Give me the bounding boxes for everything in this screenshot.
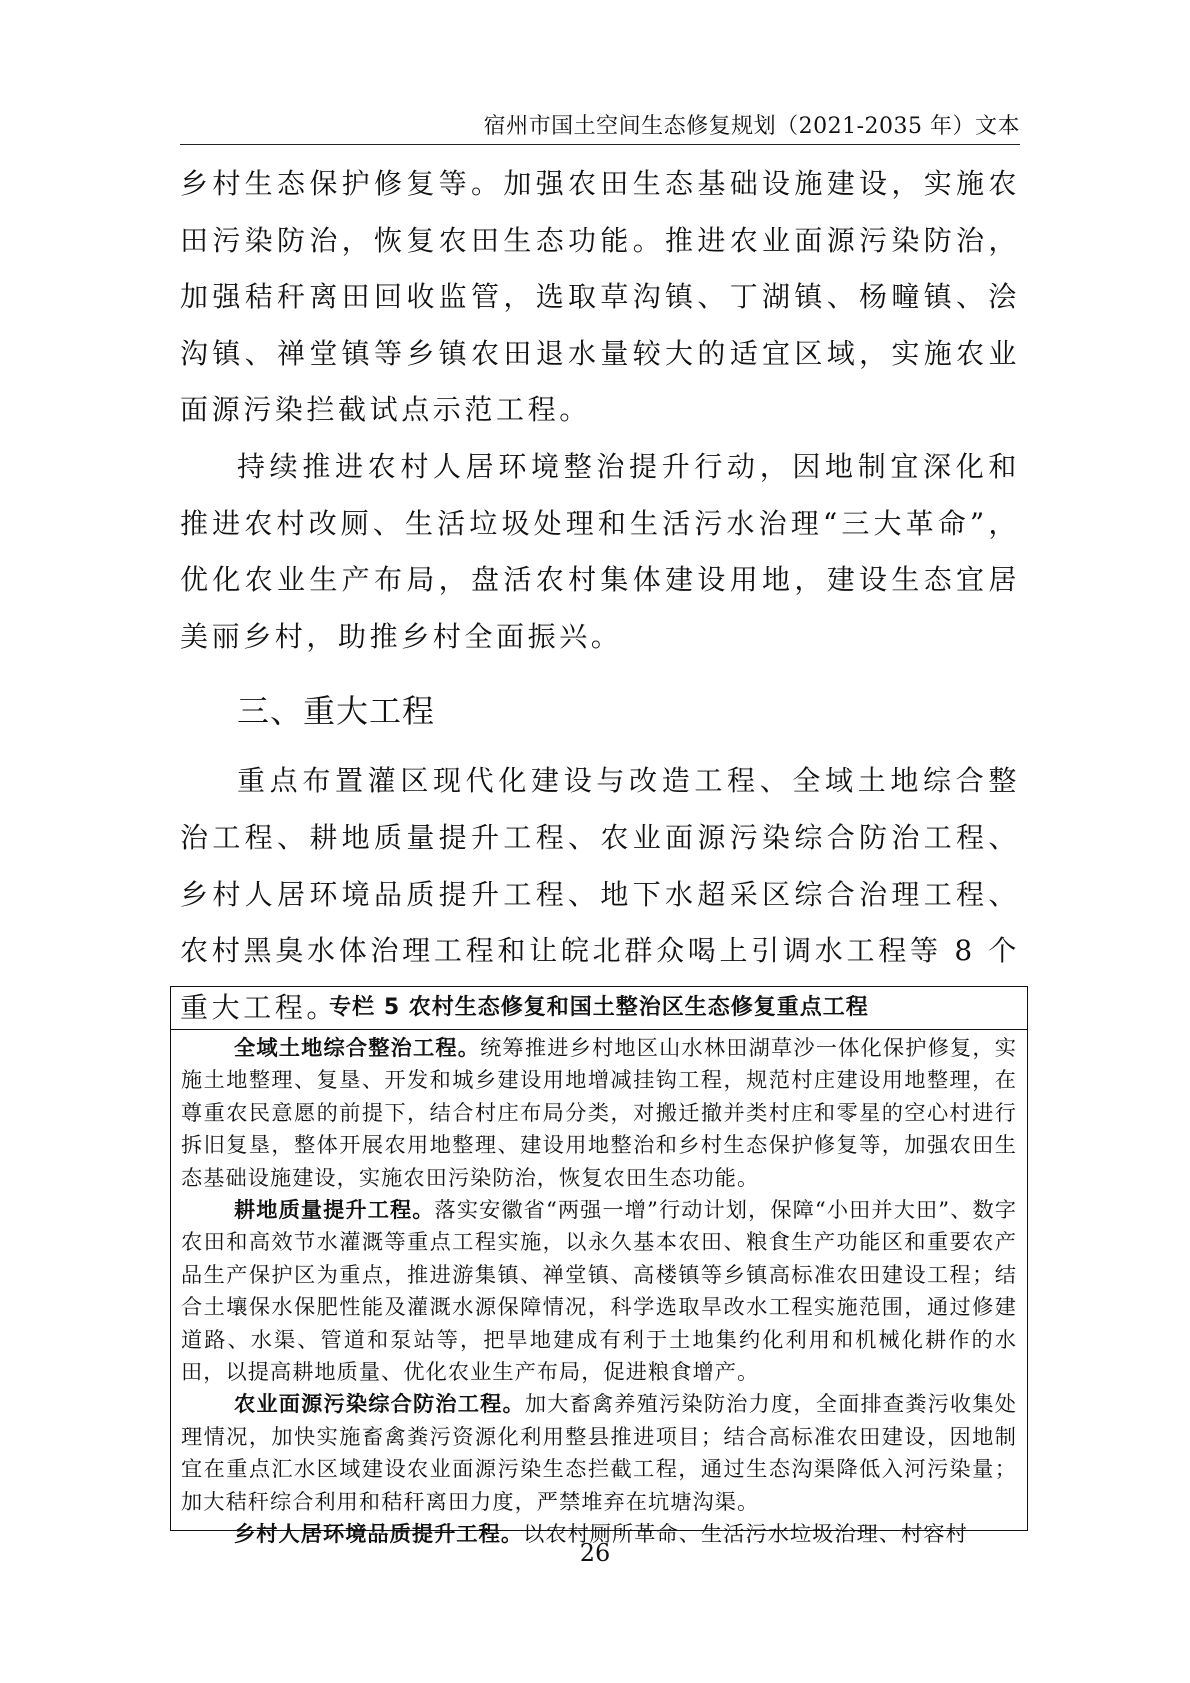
section-title: 三、重大工程 bbox=[237, 692, 436, 731]
header-rule bbox=[180, 144, 1020, 145]
box-item-text: 加大畜禽养殖污染防治力度，全面排查粪污收集处理情况，加快实施畜禽粪污资源化利用整县推进项目；结合高标准农田建设，因地制宜在重点汇水区域建设农业面源污染生态拦截工程，通过生态沟渠降低入河污染量；加大秸秆综合利用和秸秆离田力度，严禁堆弃在坑塘沟渠。 bbox=[181, 1391, 1017, 1514]
running-header: 宿州市国土空间生态修复规划（2021-2035 年）文本 bbox=[483, 114, 1020, 139]
feature-box bbox=[170, 986, 1028, 1547]
box-item bbox=[181, 1388, 1017, 1518]
box-item-title: 耕地质量提升工程。 bbox=[234, 1197, 435, 1223]
paragraph-rural-environment: 持续推进农村人居环境整治提升行动，因地制宜深化和推进农村改厕、生活垃圾处理和生活污水治理“三大革命”，优化农业生产布局，盘活农村集体建设用地，建设生态宜居美丽乡村，助推乡村全面振兴。 bbox=[180, 449, 1020, 653]
paragraph-continued: 乡村生态保护修复等。加强农田生态基础设施建设，实施农田污染防治，恢复农田生态功能。推进农业面源污染防治，加强秸秆离田回收监管，选取草沟镇、丁湖镇、杨疃镇、浍沟镇、禅堂镇等乡镇农田退水量较大的适宜区域，实施农业面源污染拦截试点示范工程。 bbox=[180, 167, 1020, 427]
box-item bbox=[181, 1194, 1017, 1388]
paragraph-major-projects: 重点布置灌区现代化建设与改造工程、全域土地综合整治工程、耕地质量提升工程、农业面源污染综合防治工程、乡村人居环境品质提升工程、地下水超采区综合治理工程、农村黑臭水体治理工程和让皖北群众喝上引调水工程等 8 个重大工程。 bbox=[180, 764, 1020, 1024]
body-text bbox=[180, 156, 1020, 1036]
page-number: 26 bbox=[579, 1539, 611, 1567]
feature-box-content bbox=[171, 1030, 1027, 1551]
feature-box-title: 专栏 5 农村生态修复和国土整治区生态修复重点工程 bbox=[171, 987, 1027, 1030]
box-item-text: 统筹推进乡村地区山水林田湖草沙一体化保护修复，实施土地整理、复垦、开发和城乡建设用地增减挂钩工程，规范村庄建设用地整理，在尊重农民意愿的前提下，结合村庄布局分类，对搬迁撤并类村庄和零星的空心村进行拆旧复垦，整体开展农用地整理、建设用地整治和乡村生态保护修复等，加强农田生态基础设施建设，实施农田污染防治，恢复农田生态功能。 bbox=[181, 1035, 1017, 1190]
box-item-title: 农业面源污染综合防治工程。 bbox=[234, 1391, 525, 1417]
box-item-title: 乡村人居环境品质提升工程。 bbox=[234, 1521, 524, 1547]
box-item-title: 全域土地综合整治工程。 bbox=[234, 1035, 481, 1060]
box-item-text: 落实安徽省“两强一增”行动计划，保障“小田并大田”、数字农田和高效节水灌溉等重点工程实施，以永久基本农田、粮食生产功能区和重要农产品生产保护区为重点，推进游集镇、禅堂镇、高楼镇等乡镇高标准农田建设工程；结合土壤保水保肥性能及灌溉水源保障情况，科学选取旱改水工程实施范围，通过修建道路、水渠、管道和泵站等，把旱地建成有利于土地集约化利用和机械化耕作的水田，以提高耕地质量、优化农业生产布局，促进粮食增产。 bbox=[181, 1197, 1017, 1385]
box-item-text: 以农村厕所革命、生活污水垃圾治理、村容村 bbox=[523, 1521, 968, 1547]
box-item bbox=[181, 1032, 1017, 1194]
